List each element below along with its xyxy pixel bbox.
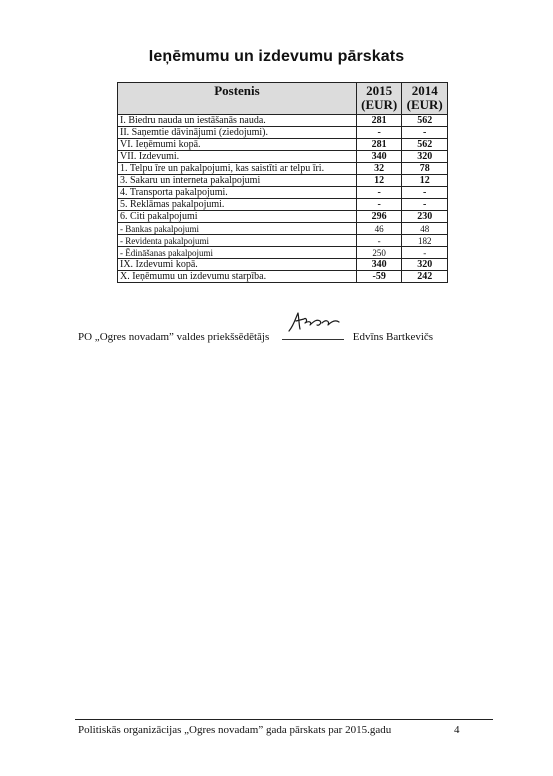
table-row — [118, 223, 448, 235]
row-value-2015: -59 — [356, 271, 402, 283]
row-value-2014: 182 — [402, 235, 448, 247]
row-value-2015: 281 — [356, 139, 402, 151]
signatory-title: PO „Ogres novadam” valdes priekšsēdētājs — [78, 331, 270, 343]
handwritten-signature-icon — [286, 311, 342, 333]
header-unit-2014: (EUR) — [406, 97, 443, 112]
row-label: 1. Telpu īre un pakalpojumi, kas saistīti ar telpu īri. — [118, 163, 357, 175]
header-year-2015: 2015 — [366, 83, 393, 98]
row-label: I. Biedru nauda un iestāšanās nauda. — [118, 115, 357, 127]
table-row — [118, 271, 448, 283]
header-2014 — [402, 83, 448, 115]
footer-divider — [75, 719, 493, 720]
row-value-2015: - — [356, 199, 402, 211]
table-row — [118, 127, 448, 139]
row-value-2015: 340 — [356, 151, 402, 163]
row-label: VI. Ieņēmumi kopā. — [118, 139, 357, 151]
row-value-2014: 230 — [402, 211, 448, 223]
row-label: 3. Sakaru un interneta pakalpojumi — [118, 175, 357, 187]
report-table — [117, 82, 448, 283]
row-value-2015: 281 — [356, 115, 402, 127]
footer-text: Politiskās organizācijas „Ogres novadam” gada pārskats par 2015.gadu — [78, 724, 392, 736]
page-number: 4 — [454, 724, 460, 736]
row-value-2015: 296 — [356, 211, 402, 223]
signature-line — [282, 325, 344, 340]
row-value-2014: 242 — [402, 271, 448, 283]
row-label: - Revidenta pakalpojumi — [118, 235, 357, 247]
row-value-2014: - — [402, 127, 448, 139]
table-row — [118, 259, 448, 271]
table-row — [118, 235, 448, 247]
row-value-2014: - — [402, 199, 448, 211]
table-row — [118, 151, 448, 163]
table-row — [118, 139, 448, 151]
row-label: II. Saņemtie dāvinājumi (ziedojumi). — [118, 127, 357, 139]
table-row — [118, 199, 448, 211]
table-row — [118, 175, 448, 187]
signatory-name: Edvīns Bartkevičs — [352, 331, 434, 343]
header-unit-2015: (EUR) — [361, 97, 398, 112]
row-value-2015: 46 — [356, 223, 402, 235]
row-label: 6. Citi pakalpojumi — [118, 211, 357, 223]
header-2015 — [356, 83, 402, 115]
row-value-2014: - — [402, 247, 448, 259]
row-value-2014: 562 — [402, 115, 448, 127]
row-label: 4. Transporta pakalpojumi. — [118, 187, 357, 199]
row-value-2014: 320 — [402, 151, 448, 163]
row-value-2015: - — [356, 127, 402, 139]
row-label: - Ēdināšanas pakalpojumi — [118, 247, 357, 259]
row-value-2014: 78 — [402, 163, 448, 175]
row-label: IX. Izdevumi kopā. — [118, 259, 357, 271]
table-row — [118, 247, 448, 259]
row-value-2014: 48 — [402, 223, 448, 235]
row-value-2015: 12 — [356, 175, 402, 187]
header-item-label: Postenis — [214, 83, 260, 98]
table-header-row — [118, 83, 448, 115]
signature-block — [78, 325, 433, 343]
row-value-2015: 340 — [356, 259, 402, 271]
row-value-2014: 12 — [402, 175, 448, 187]
row-value-2015: - — [356, 187, 402, 199]
table-row — [118, 187, 448, 199]
row-value-2014: 320 — [402, 259, 448, 271]
row-value-2015: 250 — [356, 247, 402, 259]
header-item — [118, 83, 357, 115]
row-value-2014: - — [402, 187, 448, 199]
row-value-2015: - — [356, 235, 402, 247]
row-value-2014: 562 — [402, 139, 448, 151]
header-year-2014: 2014 — [411, 83, 438, 98]
row-label: 5. Reklāmas pakalpojumi. — [118, 199, 357, 211]
row-label: VII. Izdevumi. — [118, 151, 357, 163]
table-row — [118, 115, 448, 127]
row-value-2015: 32 — [356, 163, 402, 175]
page-title: Ieņēmumu un izdevumu pārskats — [148, 48, 405, 65]
table-row — [118, 163, 448, 175]
row-label: X. Ieņēmumu un izdevumu starpība. — [118, 271, 357, 283]
row-label: - Bankas pakalpojumi — [118, 223, 357, 235]
table-row — [118, 211, 448, 223]
